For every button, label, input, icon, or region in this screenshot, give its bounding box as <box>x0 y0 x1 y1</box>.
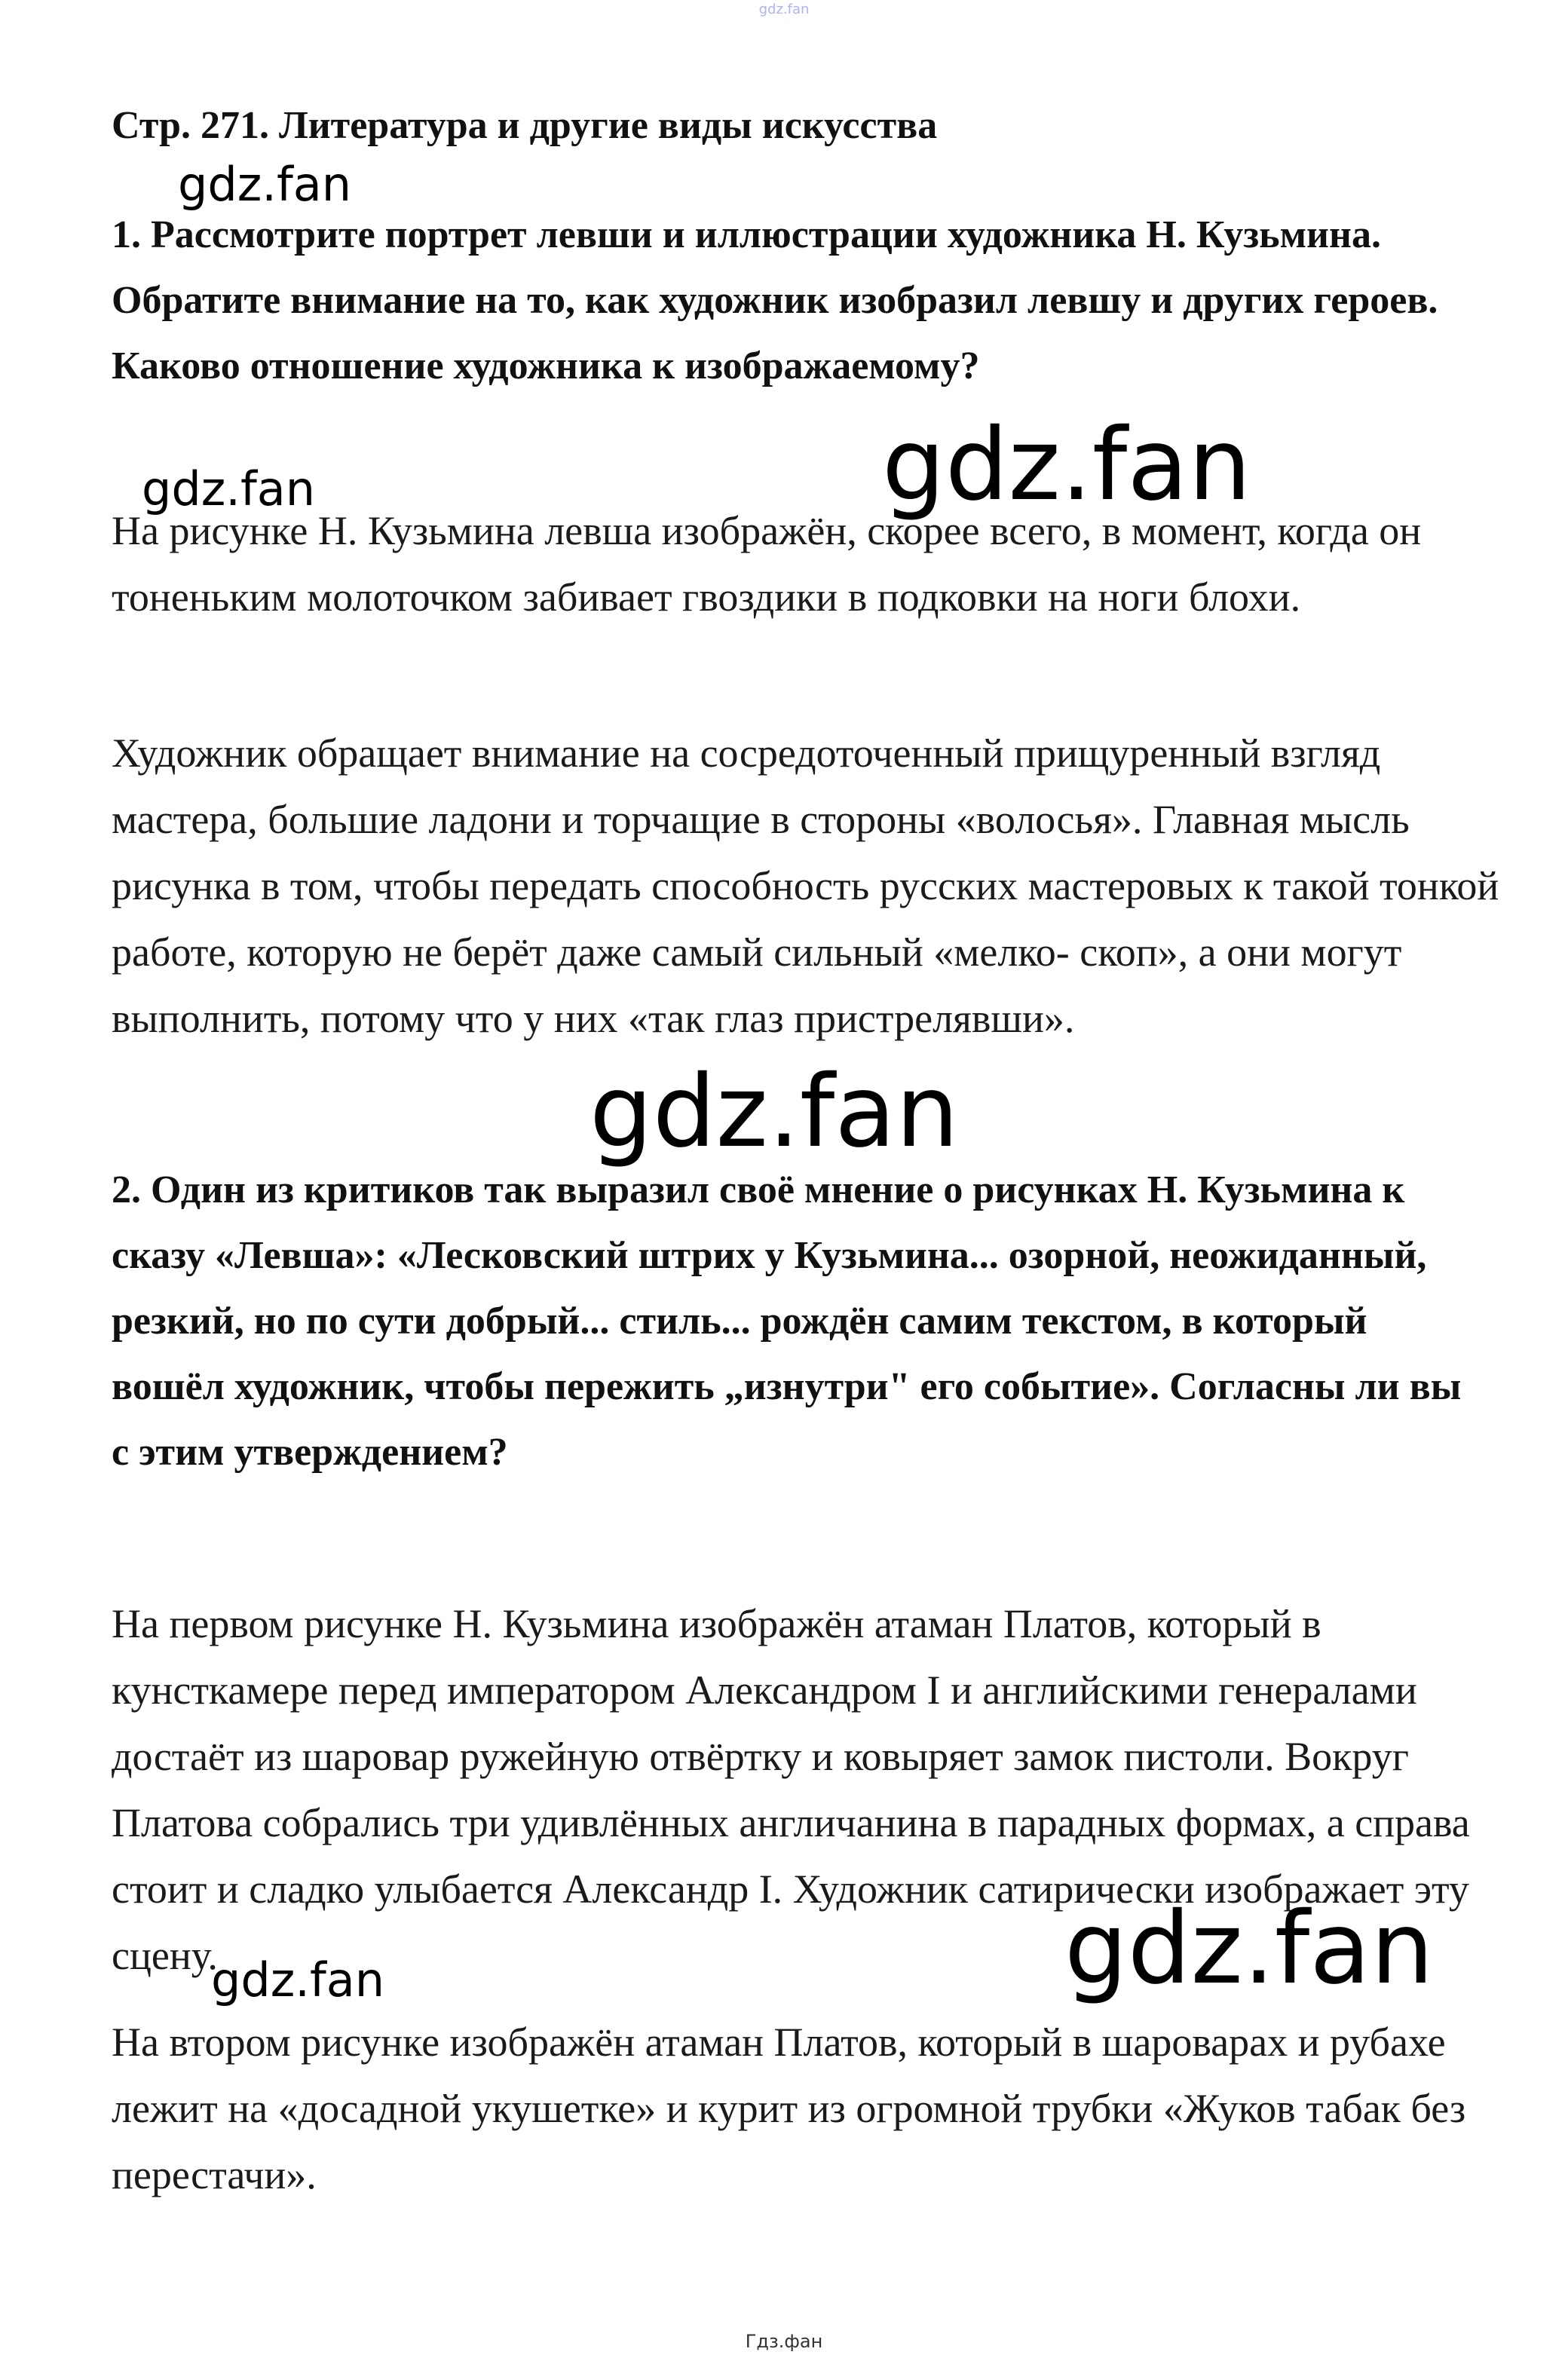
page-footer: Гдз.фан <box>745 2331 823 2352</box>
watermark-1: gdz.fan <box>178 157 352 212</box>
answer-1-paragraph-1: На рисунке Н. Кузьмина левша изображён, скорее всего, в момент, когда он тоненьким молоточком забивает гвоздики в подковки на ноги блохи. <box>112 508 1422 620</box>
watermark-6: gdz.fan <box>211 1952 385 2007</box>
answer-2-paragraph-2: На втором рисунке изображён атаман Платов, который в шароварах и рубахе лежит на «досадной укушетке» и курит из огромной трубки «Жуков табак без перестачи». <box>112 2020 1466 2197</box>
watermark-5: gdz.fan <box>1064 1891 1434 2007</box>
watermark-2: gdz.fan <box>882 407 1251 523</box>
answer-1-paragraph-2: Художник обращает внимание на сосредоточенный прищуренный взгляд мастера, большие ладони и торчащие в стороны «волосья». Главная мысль рисунка в том, чтобы передать способность русских мастеровых к такой тонкой работе, которую не берёт даже самый сильный «мелко- скоп», а они могут выполнить, потому что у них «так глаз пристрелявши». <box>112 730 1499 1041</box>
page-heading: Стр. 271. Литература и другие виды искусства <box>112 104 938 147</box>
question-1: 1. Рассмотрите портрет левши и иллюстрации художника Н. Кузьмина. Обратите внимание на то, как художник изобразил левшу и других героев. Каково отношение художника к изображаемому? <box>112 213 1438 387</box>
watermark-3: gdz.fan <box>142 461 316 516</box>
question-2: 2. Один из критиков так выразил своё мнение о рисунках Н. Кузьмина к сказу «Левша»: «Лесковский штрих у Кузьмина... озорной, неожиданный, резкий, но по сути добрый... стиль... рождён самим текстом, в который вошёл художник, чтобы пережить „изнутри" его событие». Согласны ли вы с этим утверждением? <box>112 1168 1462 1474</box>
answer-2-paragraph-1: На первом рисунке Н. Кузьмина изображён атаман Платов, который в кунсткамере перед императором Александром I и английскими генералами достаёт из шаровар ружейную отвёртку и ковыряет замок пистоли. Вокруг Платова собрались три удивлённых англичанина в парадных формах, а справа стоит и сладко улыбается Александр I. Художник сатирически изображает эту сцену. <box>112 1601 1470 1978</box>
watermark-4: gdz.fan <box>590 1054 959 1170</box>
top-watermark: gdz.fan <box>758 2 810 17</box>
